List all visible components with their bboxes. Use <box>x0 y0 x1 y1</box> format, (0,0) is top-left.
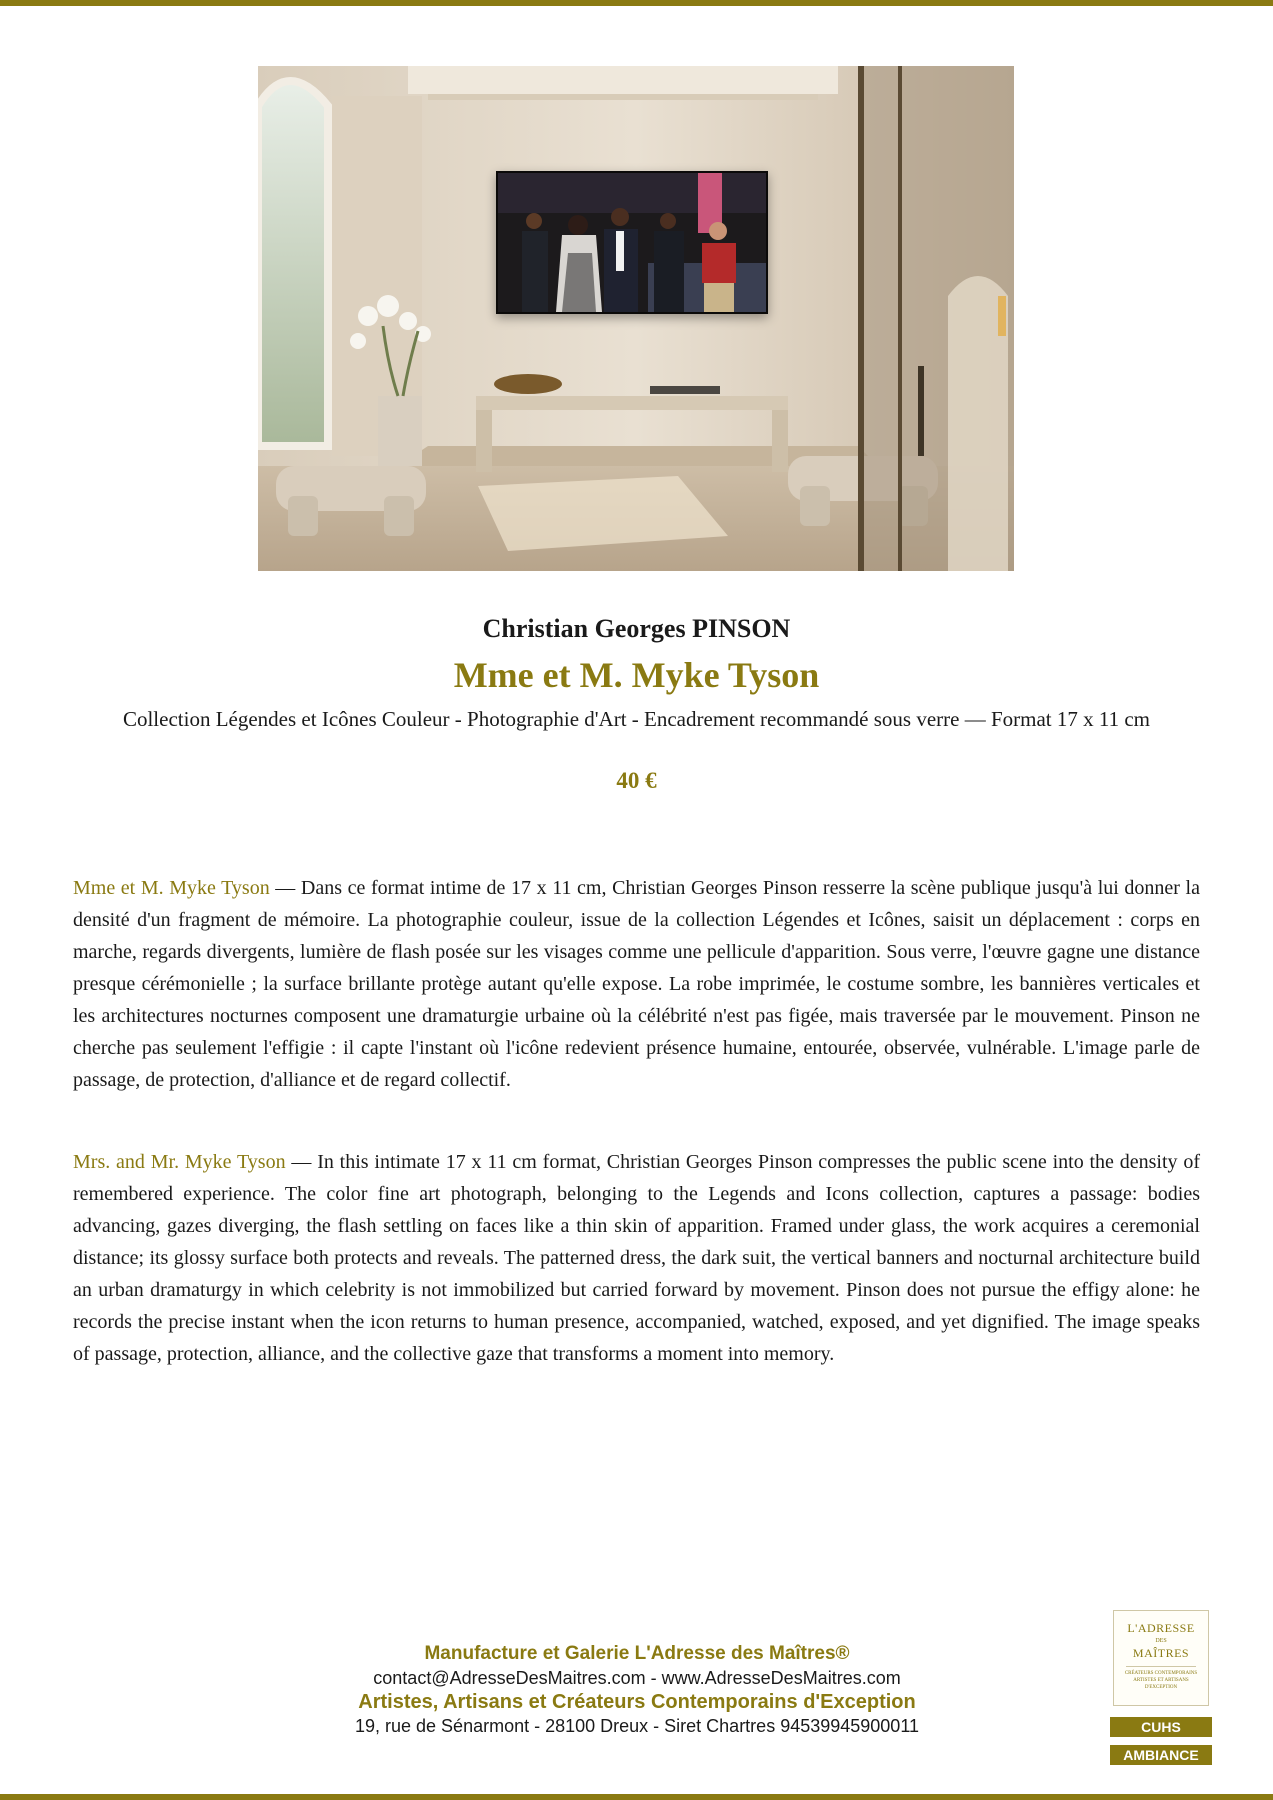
logo-divider <box>1126 1666 1196 1667</box>
description-english-text: — In this intimate 17 x 11 cm format, Christian Georges Pinson compresses the public scene into the density of remembered experience. The color fine art photograph, belonging to the Legends and Icons collection, captures a passage: bodies advancing, gazes diverging, the flash settling on faces like a thin skin of apparition. Framed under glass, the work acquires a ceremonial distance; its glossy surface both protects and reveals. The patterned dress, the dark suit, the vertical banners and nocturnal architecture build an urban dramaturgy in which celebrity is not immobilized but carried forward by movement. Pinson does not pursue the effigy alone: he records the precise instant when the icon returns to human presence, accompanied, watched, exposed, and yet dignified. The image speaks of passage, protection, alliance, and the collective gaze that transforms a moment into memory. <box>73 1151 1200 1365</box>
description-french <box>73 872 1200 1096</box>
description-english <box>73 1146 1200 1370</box>
top-accent-rule <box>0 0 1273 6</box>
interior-scene <box>258 66 1014 571</box>
artwork-price: 40 € <box>616 768 657 793</box>
artwork-title: Mme et M. Myke Tyson <box>453 655 820 695</box>
footer-contact: contact@AdresseDesMaitres.com - www.AdresseDesMaitres.com <box>373 1668 901 1688</box>
artwork-details: Collection Légendes et Icônes Couleur - Photographie d'Art - Encadrement recommandé sous verre — Format 17 x 11 cm <box>122 707 1151 731</box>
artwork-mockup-image <box>258 66 1014 571</box>
footer-gallery-name: Manufacture et Galerie L'Adresse des Maîtres® <box>424 1643 850 1664</box>
bottom-accent-rule <box>0 1794 1273 1800</box>
gallery-logo: L'ADRESSE DES MAÎTRES CRÉATEURS CONTEMPORAINS ARTISTES ET ARTISANS D'EXCEPTION <box>1113 1610 1209 1706</box>
framed-photograph <box>496 171 768 314</box>
badge-ambiance: AMBIANCE <box>1110 1745 1212 1765</box>
footer-address: 19, rue de Sénarmont - 28100 Dreux - Siret Chartres 94539945900011 <box>354 1716 920 1736</box>
footer <box>300 1642 974 1738</box>
description-french-lead: Mme et M. Myke Tyson <box>73 877 270 899</box>
artist-name: Christian Georges PINSON <box>482 614 791 643</box>
badge-cuhs: CUHS <box>1110 1717 1212 1737</box>
description-french-text: — Dans ce format intime de 17 x 11 cm, Christian Georges Pinson resserre la scène publique jusqu'à lui donner la densité d'un fragment de mémoire. La photographie couleur, issue de la collection Légendes et Icônes, saisit un déplacement : corps en marche, regards divergents, lumière de flash posée sur les visages comme une pellicule d'apparition. Sous verre, l'œuvre gagne une distance presque cérémonielle ; la surface brillante protège autant qu'elle expose. La robe imprimée, le costume sombre, les bannières verticales et les architectures nocturnes composent une dramaturgie urbaine où la célébrité n'est pas figée, mais traversée par le mouvement. Pinson ne cherche pas seulement l'effigie : il capte l'instant où l'icône redevient présence humaine, entourée, observée, vulnérable. L'image parle de passage, de protection, d'alliance et de regard collectif. <box>73 877 1200 1091</box>
footer-tagline: Artistes, Artisans et Créateurs Contemporains d'Exception <box>358 1691 916 1713</box>
description-english-lead: Mrs. and Mr. Myke Tyson <box>73 1151 286 1173</box>
